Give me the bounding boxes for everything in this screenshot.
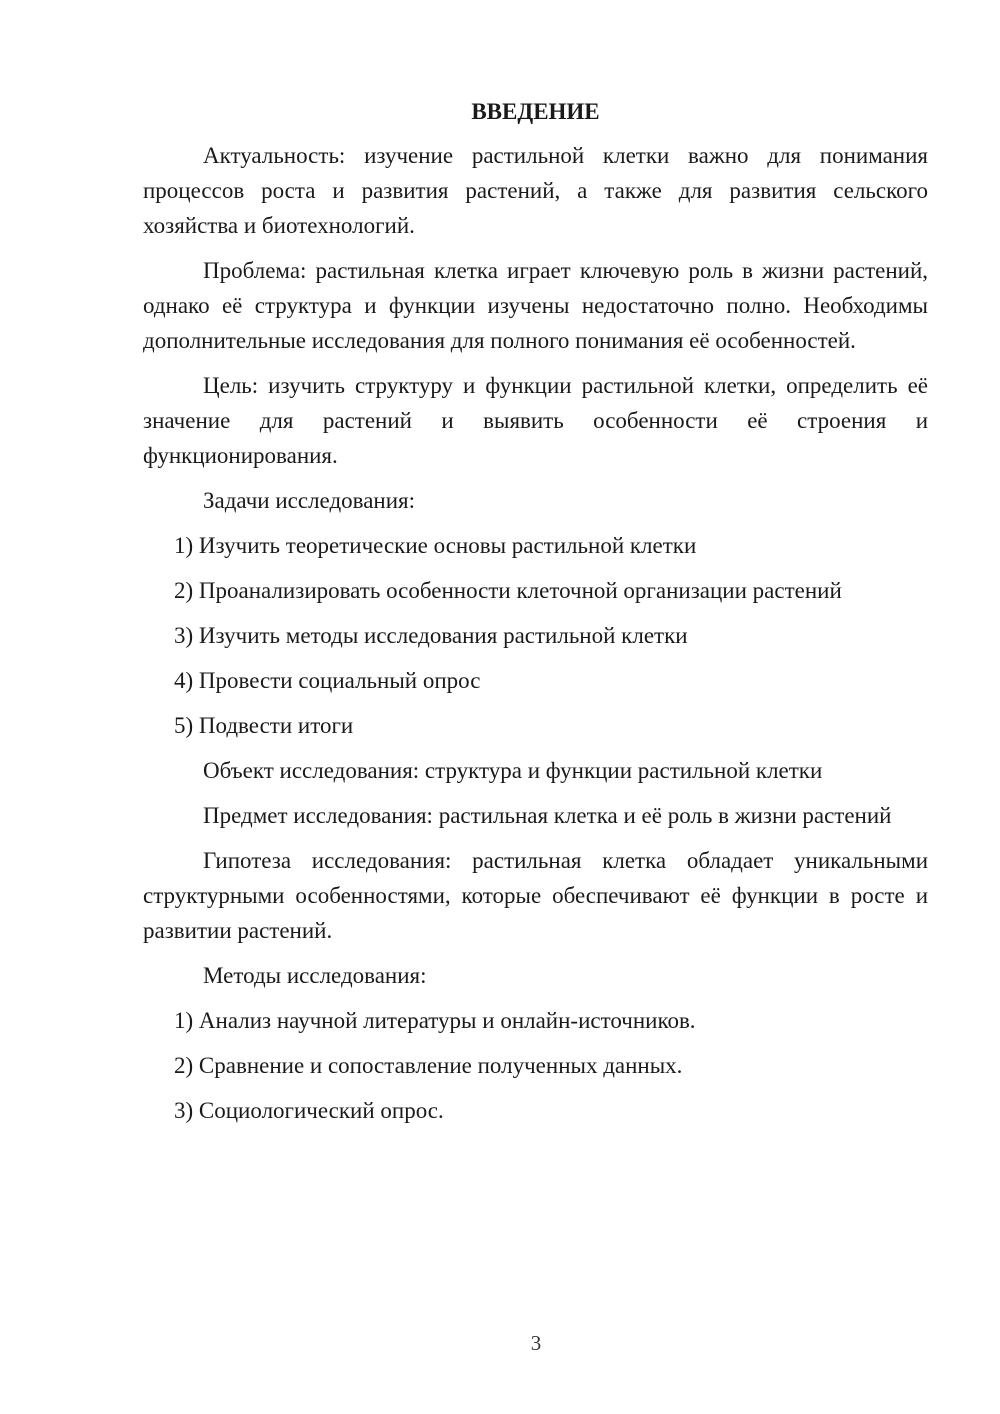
methods-list xyxy=(143,1003,928,1128)
hypothesis-paragraph: Гипотеза исследования: растильная клетка обладает уникальными структурными особенностями, которые обеспечивают её функции в росте и развитии растений. xyxy=(143,848,928,943)
methods-heading: Методы исследования: xyxy=(203,963,427,988)
method-item: 1) Анализ научной литературы и онлайн-источников. xyxy=(174,1008,696,1033)
tasks-heading: Задачи исследования: xyxy=(203,488,416,513)
page-number: 3 xyxy=(530,1331,542,1355)
task-item: 2) Проанализировать особенности клеточной организации растений xyxy=(174,578,842,603)
relevance-paragraph: Актуальность: изучение растильной клетки важно для понимания процессов роста и развития растений, а также для развития сельского хозяйства и биотехнологий. xyxy=(143,143,928,238)
subject-paragraph: Предмет исследования: растильная клетка и её роль в жизни растений xyxy=(203,803,892,828)
problem-paragraph: Проблема: растильная клетка играет ключевую роль в жизни растений, однако её структура и функции изучены недостаточно полно. Необходимы дополнительные исследования для полного понимания её особенностей. xyxy=(143,258,928,353)
task-item: 1) Изучить теоретические основы растильной клетки xyxy=(174,533,697,558)
object-paragraph: Объект исследования: структура и функции растильной клетки xyxy=(203,758,823,783)
method-item: 3) Социологический опрос. xyxy=(174,1098,444,1123)
tasks-list xyxy=(143,528,928,743)
task-item: 3) Изучить методы исследования растильной клетки xyxy=(174,623,688,648)
section-title: ВВЕДЕНИЕ xyxy=(471,99,600,124)
method-item: 2) Сравнение и сопоставление полученных данных. xyxy=(174,1053,683,1078)
page-content xyxy=(143,94,928,1138)
task-item: 5) Подвести итоги xyxy=(174,713,354,738)
goal-paragraph: Цель: изучить структуру и функции растильной клетки, определить её значение для растений и выявить особенности её строения и функционирования. xyxy=(143,373,928,468)
task-item: 4) Провести социальный опрос xyxy=(174,668,481,693)
